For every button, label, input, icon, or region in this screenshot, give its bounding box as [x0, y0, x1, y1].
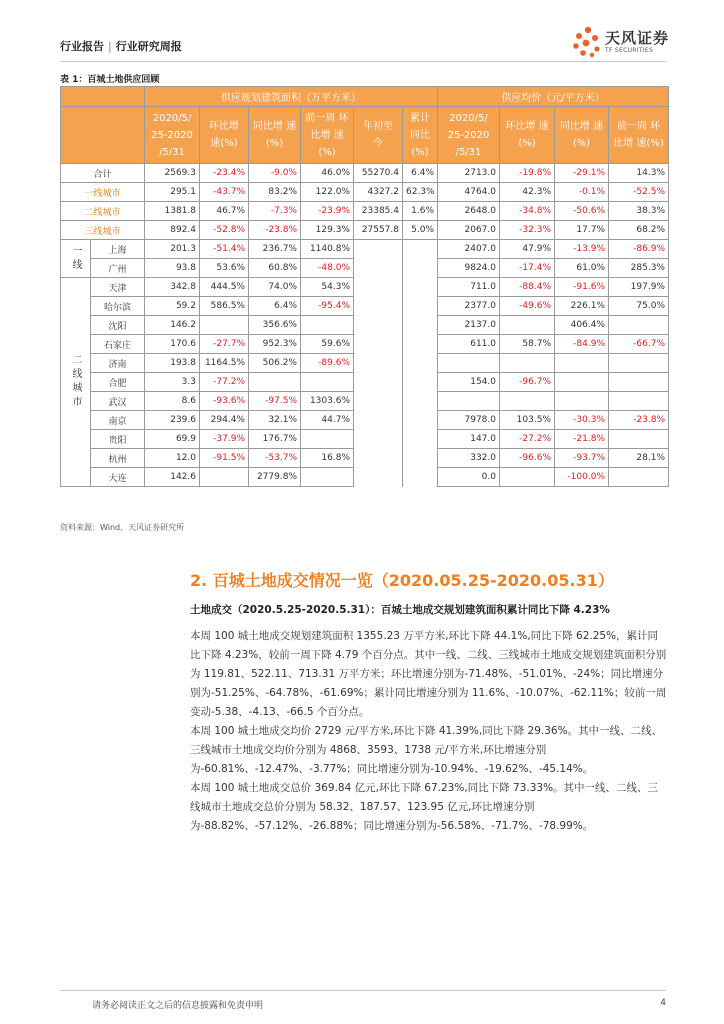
table-cell: 6.4% — [403, 164, 438, 183]
table-cell: -23.4% — [200, 164, 249, 183]
table-cell: 2569.3 — [145, 164, 200, 183]
table-cell: 75.0% — [609, 297, 669, 316]
header-corner — [61, 87, 145, 107]
table-cell: 58.7% — [500, 335, 555, 354]
table-cell — [403, 240, 438, 259]
table-source: 资料来源：Wind、天风证券研究所 — [60, 523, 185, 532]
table-cell: 8.6 — [145, 392, 200, 411]
column-header: 同比增 速(%) — [249, 107, 301, 164]
column-header: 同比增 速(%) — [555, 107, 609, 164]
table-cell: 46.0% — [301, 164, 354, 183]
table-cell: 17.7% — [555, 221, 609, 240]
table-cell — [403, 354, 438, 373]
table-cell: 59.2 — [145, 297, 200, 316]
city-name: 广州 — [91, 259, 145, 278]
table-row — [61, 164, 669, 183]
table-cell: 711.0 — [438, 278, 500, 297]
tier-group-label: 二线城市 — [61, 278, 91, 487]
table-cell: -13.9% — [555, 240, 609, 259]
table-cell: -88.4% — [500, 278, 555, 297]
table-cell: 1381.8 — [145, 202, 200, 221]
table-cell: 59.6% — [301, 335, 354, 354]
table-cell: 74.0% — [249, 278, 301, 297]
table-cell: 129.3% — [301, 221, 354, 240]
table-cell: 61.0% — [555, 259, 609, 278]
table-cell — [354, 297, 403, 316]
table-cell: 60.8% — [249, 259, 301, 278]
table-cell — [200, 316, 249, 335]
table-cell — [403, 449, 438, 468]
table-cell — [403, 392, 438, 411]
column-header: 2020/5/ 25-2020 /5/31 — [438, 107, 500, 164]
table-cell: 146.2 — [145, 316, 200, 335]
table-cell: 69.9 — [145, 430, 200, 449]
header-group-price: 供应均价（元/平方米） — [438, 87, 669, 107]
table-cell: -27.2% — [500, 430, 555, 449]
table-cell: 1303.6% — [301, 392, 354, 411]
city-name: 杭州 — [91, 449, 145, 468]
table-cell — [354, 373, 403, 392]
table-cell: 3.3 — [145, 373, 200, 392]
table-cell: 44.7% — [301, 411, 354, 430]
table-cell: 103.5% — [500, 411, 555, 430]
land-supply-table — [60, 86, 669, 487]
table-cell: 611.0 — [438, 335, 500, 354]
table-cell: 2407.0 — [438, 240, 500, 259]
column-header: 环比增 速(%) — [500, 107, 555, 164]
table-cell: 2713.0 — [438, 164, 500, 183]
table-body — [61, 164, 669, 487]
table-cell — [354, 278, 403, 297]
table-cell: -23.9% — [301, 202, 354, 221]
table-cell — [609, 316, 669, 335]
table-cell — [555, 392, 609, 411]
table-cell: -34.8% — [500, 202, 555, 221]
logo-name-cn: 天风证券 — [605, 29, 670, 47]
table-cell: 154.0 — [438, 373, 500, 392]
table-cell: -43.7% — [200, 183, 249, 202]
table-cell — [301, 430, 354, 449]
table-group-header-row — [61, 87, 669, 107]
table-cell: -66.7% — [609, 335, 669, 354]
table-cell — [438, 354, 500, 373]
table-cell: -52.8% — [200, 221, 249, 240]
table-cell: 42.3% — [500, 183, 555, 202]
table-cell: 55270.4 — [354, 164, 403, 183]
city-name: 上海 — [91, 240, 145, 259]
table-cell — [609, 430, 669, 449]
table-cell: 2779.8% — [249, 468, 301, 487]
table-cell — [403, 259, 438, 278]
table-cell: -93.6% — [200, 392, 249, 411]
table-cell: -30.3% — [555, 411, 609, 430]
footer-divider — [60, 990, 666, 991]
section-title: 2. 百城土地成交情况一览（2020.05.25-2020.05.31） — [190, 571, 614, 590]
city-name: 天津 — [91, 278, 145, 297]
table-cell: 1.6% — [403, 202, 438, 221]
table-cell: 506.2% — [249, 354, 301, 373]
table-cell: -9.0% — [249, 164, 301, 183]
table-cell — [249, 373, 301, 392]
table-cell: 122.0% — [301, 183, 354, 202]
row-label: 一线城市 — [61, 183, 145, 202]
table-cell: 62.3% — [403, 183, 438, 202]
section-subtitle: 土地成交（2020.5.25-2020.5.31）：百城土地成交规划建筑面积累计同比下降 4.23% — [190, 604, 610, 616]
table-cell: -93.7% — [555, 449, 609, 468]
column-header: 环比增 速(%) — [200, 107, 249, 164]
table-cell: 2377.0 — [438, 297, 500, 316]
table-cell: 294.4% — [200, 411, 249, 430]
table-cell — [609, 354, 669, 373]
footer-disclaimer: 请务必阅读正文之后的信息披露和免责申明 — [92, 1001, 264, 1011]
table-cell — [354, 411, 403, 430]
table-cell: 47.9% — [500, 240, 555, 259]
table-cell: -89.6% — [301, 354, 354, 373]
logo-name-en: TF SECURITIES — [605, 47, 654, 54]
city-name: 贵阳 — [91, 430, 145, 449]
table-cell: -32.3% — [500, 221, 555, 240]
table-cell: 4327.2 — [354, 183, 403, 202]
row-label: 二线城市 — [61, 202, 145, 221]
table-cell: 197.9% — [609, 278, 669, 297]
table-cell: 9824.0 — [438, 259, 500, 278]
table-cell: 201.3 — [145, 240, 200, 259]
table-row — [61, 259, 669, 278]
table-cell: 193.8 — [145, 354, 200, 373]
table-cell — [609, 392, 669, 411]
table-cell: -91.5% — [200, 449, 249, 468]
table-cell: 53.6% — [200, 259, 249, 278]
city-name: 武汉 — [91, 392, 145, 411]
table-cell: 176.7% — [249, 430, 301, 449]
paragraph-area: 本周 100 城土地成交规划建筑面积 1355.23 万平方米,环比下降 44.1%,同比下降 62.25%，累计同比下降 4.23%，较前一周下降 4.79 个百分点。其中一线、二线、三线城市土地成交规划建筑面积分别为 119.81、522.11、713.31 万平方米；环比增速分别为-71.48%、-51.01%、-24%；同比增速分别为-51.25%、-64.78%、-61.69%；累计同比增速分别为 11.6%、-10.07%、-62.11%；较前一周变动-5.38、-4.13、-66.5 个百分点。 — [190, 630, 667, 718]
table-cell: 1164.5% — [200, 354, 249, 373]
paragraph-price: 本周 100 城土地成交均价 2729 元/平方米,环比下降 41.39%,同比下降 29.36%。其中一线、二线、三线城市土地成交均价分别为 4868、3593、1738 元/平方米,环比增速分别为-60.81%、-12.47%、-3.77%；同比增速分别为-10.94%、-19.62%、-45.14%。 — [190, 725, 663, 775]
table-cell: 952.3% — [249, 335, 301, 354]
table-cell: -96.6% — [500, 449, 555, 468]
table-cell: 1140.8% — [301, 240, 354, 259]
table-row — [61, 468, 669, 487]
table-cell — [301, 373, 354, 392]
table-cell: 444.5% — [200, 278, 249, 297]
table-cell: 93.8 — [145, 259, 200, 278]
column-header: 年初至 今 — [354, 107, 403, 164]
table-cell: -7.3% — [249, 202, 301, 221]
table-cell: 83.2% — [249, 183, 301, 202]
table-cell — [403, 373, 438, 392]
table-cell: -52.5% — [609, 183, 669, 202]
city-name: 哈尔滨 — [91, 297, 145, 316]
paragraph-total: 本周 100 城土地成交总价 369.84 亿元,环比下降 67.23%,同比下降 73.33%。其中一线、二线、三线城市土地成交总价分别为 58.32、187.57、123.95 亿元,环比增速分别为-88.82%、-57.12%、-26.88%；同比增速分别为-56.58%、-71.7%、-78.99%。 — [190, 782, 659, 832]
table-cell — [403, 297, 438, 316]
table-cell: 27557.8 — [354, 221, 403, 240]
column-header: 前一周 环比增 速(%) — [609, 107, 669, 164]
table-cell: -49.6% — [500, 297, 555, 316]
header-divider — [60, 61, 666, 62]
table-cell — [403, 278, 438, 297]
table-cell — [354, 430, 403, 449]
header-label-industry-report: 行业报告 — [60, 40, 104, 53]
table-cell: -95.4% — [301, 297, 354, 316]
table-cell — [555, 373, 609, 392]
table-title: 表 1：百城土地供应回顾 — [60, 75, 160, 85]
table-cell: 586.5% — [200, 297, 249, 316]
page-number: 4 — [660, 998, 666, 1008]
table-row — [61, 354, 669, 373]
table-cell: -19.8% — [500, 164, 555, 183]
header-corner — [61, 107, 145, 164]
table-row — [61, 278, 669, 297]
table-cell — [354, 335, 403, 354]
table-cell: 142.6 — [145, 468, 200, 487]
header-label-weekly: 行业研究周报 — [115, 40, 182, 53]
report-category — [60, 38, 182, 54]
table-row — [61, 316, 669, 335]
table-cell: 236.7% — [249, 240, 301, 259]
table-row — [61, 411, 669, 430]
table-cell: 239.6 — [145, 411, 200, 430]
table-cell: -96.7% — [500, 373, 555, 392]
table-cell: 406.4% — [555, 316, 609, 335]
table-cell — [354, 259, 403, 278]
table-cell: 32.1% — [249, 411, 301, 430]
table-cell: -27.7% — [200, 335, 249, 354]
row-label: 三线城市 — [61, 221, 145, 240]
table-row — [61, 392, 669, 411]
table-cell: 285.3% — [609, 259, 669, 278]
table-cell — [500, 468, 555, 487]
table-cell: 892.4 — [145, 221, 200, 240]
table-cell: -23.8% — [249, 221, 301, 240]
table-cell: -21.8% — [555, 430, 609, 449]
city-name: 济南 — [91, 354, 145, 373]
table-cell — [403, 335, 438, 354]
land-supply-table-wrapper — [60, 86, 668, 487]
city-name: 合肥 — [91, 373, 145, 392]
table-row — [61, 430, 669, 449]
table-cell: 38.3% — [609, 202, 669, 221]
table-cell — [403, 468, 438, 487]
table-row — [61, 297, 669, 316]
table-cell: 7978.0 — [438, 411, 500, 430]
table-cell: 2137.0 — [438, 316, 500, 335]
table-cell: 226.1% — [555, 297, 609, 316]
table-cell: -77.2% — [200, 373, 249, 392]
table-cell: -17.4% — [500, 259, 555, 278]
table-cell — [500, 354, 555, 373]
table-cell — [609, 373, 669, 392]
table-cell: 332.0 — [438, 449, 500, 468]
city-name: 沈阳 — [91, 316, 145, 335]
table-cell: 5.0% — [403, 221, 438, 240]
table-cell: 28.1% — [609, 449, 669, 468]
table-row — [61, 449, 669, 468]
table-cell: 68.2% — [609, 221, 669, 240]
city-name: 石家庄 — [91, 335, 145, 354]
table-cell: 295.1 — [145, 183, 200, 202]
table-cell: -53.7% — [249, 449, 301, 468]
table-cell: -23.8% — [609, 411, 669, 430]
city-name: 大连 — [91, 468, 145, 487]
table-cell: -97.5% — [249, 392, 301, 411]
table-row — [61, 335, 669, 354]
column-header: 前一周 环比增 速(%) — [301, 107, 354, 164]
table-cell — [354, 316, 403, 335]
table-cell: -29.1% — [555, 164, 609, 183]
table-row — [61, 183, 669, 202]
table-cell: 356.6% — [249, 316, 301, 335]
table-cell: 0.0 — [438, 468, 500, 487]
table-row — [61, 202, 669, 221]
table-cell — [438, 392, 500, 411]
table-cell — [200, 468, 249, 487]
table-cell: -84.9% — [555, 335, 609, 354]
table-cell — [403, 316, 438, 335]
table-cell: 4764.0 — [438, 183, 500, 202]
table-cell — [403, 430, 438, 449]
table-cell: 6.4% — [249, 297, 301, 316]
table-cell: -91.6% — [555, 278, 609, 297]
header-separator: | — [108, 40, 112, 53]
tier-group-label: 一线 — [61, 240, 91, 278]
table-cell — [301, 316, 354, 335]
table-cell: 170.6 — [145, 335, 200, 354]
table-cell: 2648.0 — [438, 202, 500, 221]
table-cell: -51.4% — [200, 240, 249, 259]
table-cell — [354, 392, 403, 411]
city-name: 南京 — [91, 411, 145, 430]
table-cell: -50.6% — [555, 202, 609, 221]
table-cell: 46.7% — [200, 202, 249, 221]
table-cell: -86.9% — [609, 240, 669, 259]
table-cell — [354, 449, 403, 468]
table-cell: 16.8% — [301, 449, 354, 468]
table-cell: 14.3% — [609, 164, 669, 183]
row-label: 合计 — [61, 164, 145, 183]
table-column-header-row — [61, 107, 669, 164]
table-cell — [301, 468, 354, 487]
table-cell: 12.0 — [145, 449, 200, 468]
table-cell: 2067.0 — [438, 221, 500, 240]
column-header: 2020/5/ 25-2020 /5/31 — [145, 107, 200, 164]
table-cell — [500, 392, 555, 411]
table-row — [61, 221, 669, 240]
table-cell — [354, 468, 403, 487]
table-cell: -48.0% — [301, 259, 354, 278]
column-header: 累计 同比 (%) — [403, 107, 438, 164]
header-group-supply: 供应规划建筑面积（万平方米） — [145, 87, 438, 107]
table-cell: -0.1% — [555, 183, 609, 202]
table-cell — [500, 316, 555, 335]
table-cell: 342.8 — [145, 278, 200, 297]
table-row — [61, 240, 669, 259]
table-cell: 54.3% — [301, 278, 354, 297]
table-row — [61, 373, 669, 392]
table-cell: -100.0% — [555, 468, 609, 487]
table-cell: -37.9% — [200, 430, 249, 449]
table-cell — [354, 240, 403, 259]
table-cell — [555, 354, 609, 373]
table-cell — [403, 411, 438, 430]
table-cell — [609, 468, 669, 487]
table-cell: 23385.4 — [354, 202, 403, 221]
table-cell: 147.0 — [438, 430, 500, 449]
table-cell — [354, 354, 403, 373]
